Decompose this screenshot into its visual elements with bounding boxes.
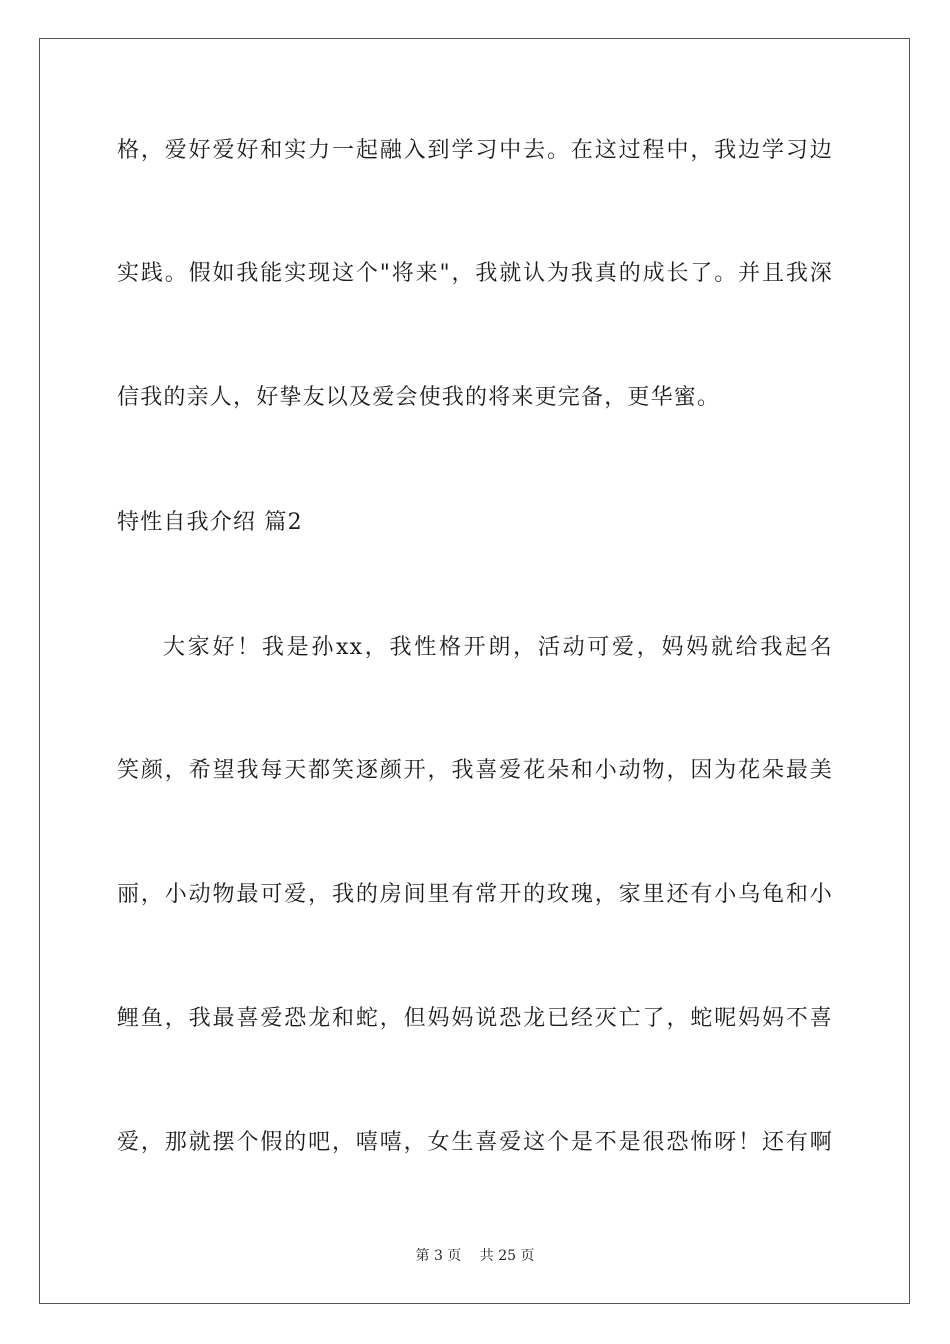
section-line-2: 笑颜，希望我每天都笑逐颜开，我喜爱花朵和小动物，因为花朵最美 [117, 758, 833, 783]
section-line-4: 鲤鱼，我最喜爱恐龙和蛇，但妈妈说恐龙已经灭亡了，蛇呢妈妈不喜 [117, 1006, 833, 1031]
page-frame [39, 38, 910, 1304]
page-number-footer: 第 3 页 共 25 页 [415, 1248, 535, 1264]
body-line-1: 格，爱好爱好和实力一起融入到学习中去。在这过程中，我边学习边 [117, 138, 833, 163]
section-line-5: 爱，那就摆个假的吧，嘻嘻，女生喜爱这个是不是很恐怖呀！还有啊 [117, 1130, 833, 1155]
body-line-3: 信我的亲人，好挚友以及爱会使我的将来更完备，更华蜜。 [117, 385, 721, 410]
section-line-3: 丽，小动物最可爱，我的房间里有常开的玫瑰，家里还有小乌龟和小 [117, 882, 833, 907]
body-line-2: 实践。假如我能实现这个"将来"，我就认为我真的成长了。并且我深 [117, 261, 833, 286]
section-line-1: 大家好！我是孙xx，我性格开朗，活动可爱，妈妈就给我起名 [163, 635, 833, 660]
section-heading: 特性自我介绍 篇2 [117, 510, 303, 535]
